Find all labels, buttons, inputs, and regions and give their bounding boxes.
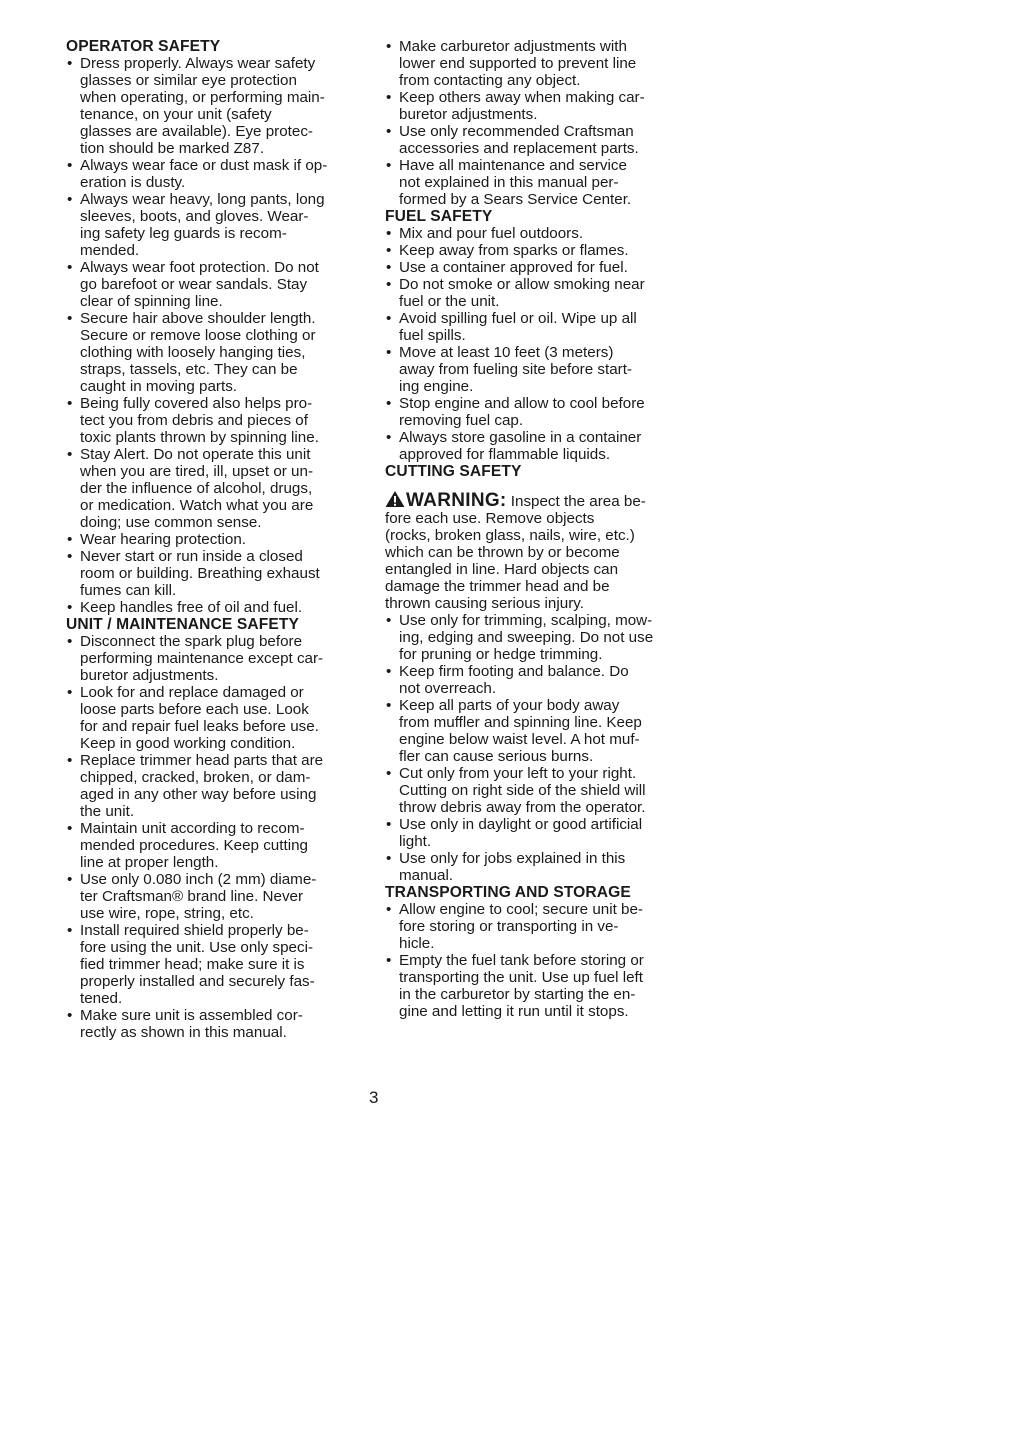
unit-maintenance-safety-list	[66, 633, 366, 1041]
list-item: • Move at least 10 feet (3 meters) away from fueling site before start- ing engine.	[385, 344, 685, 395]
list-item: • Always store gasoline in a container approved for flammable liquids.	[385, 429, 685, 463]
cutting-safety-list	[385, 612, 685, 884]
maintenance-continued-list	[385, 38, 685, 208]
list-item: • Install required shield properly be- fore using the unit. Use only speci- fied trimmer head; make sure it is properly installed and securely fas- tened.	[66, 922, 366, 1007]
list-item: • Always wear foot protection. Do not go barefoot or wear sandals. Stay clear of spinning line.	[66, 259, 366, 310]
transporting-storage-list	[385, 901, 685, 1020]
list-item: • Use only for jobs explained in this manual.	[385, 850, 685, 884]
list-item: • Keep away from sparks or flames.	[385, 242, 685, 259]
list-item: • Dress properly. Always wear safety glasses or similar eye protection when operating, or performing main- tenance, on your unit (safety glasses are available). Eye protec- tion should be marked Z87.	[66, 55, 366, 157]
fuel-safety-heading: FUEL SAFETY	[385, 208, 493, 225]
list-item: • Use only 0.080 inch (2 mm) diame- ter Craftsman® brand line. Never use wire, rope, string, etc.	[66, 871, 366, 922]
list-item: • Have all maintenance and service not explained in this manual per- formed by a Sears Service Center.	[385, 157, 685, 208]
list-item: • Avoid spilling fuel or oil. Wipe up all fuel spills.	[385, 310, 685, 344]
list-item: • Keep all parts of your body away from muffler and spinning line. Keep engine below waist level. A hot muf- fler can cause serious burns.	[385, 697, 685, 765]
list-item: • Replace trimmer head parts that are chipped, cracked, broken, or dam- aged in any other way before using the unit.	[66, 752, 366, 820]
unit-maintenance-safety-heading: UNIT / MAINTENANCE SAFETY	[66, 616, 299, 633]
list-item: • Keep others away when making car- buretor adjustments.	[385, 89, 685, 123]
list-item: • Cut only from your left to your right. Cutting on right side of the shield will throw debris away from the operator.	[385, 765, 685, 816]
list-item: • Never start or run inside a closed room or building. Breathing exhaust fumes can kill.	[66, 548, 366, 599]
list-item: • Keep handles free of oil and fuel.	[66, 599, 366, 616]
list-item: • Secure hair above shoulder length. Secure or remove loose clothing or clothing with loosely hanging ties, straps, tassels, etc. They can be caught in moving parts.	[66, 310, 366, 395]
list-item: • Stop engine and allow to cool before removing fuel cap.	[385, 395, 685, 429]
cutting-safety-heading: CUTTING SAFETY	[385, 463, 522, 480]
warning-text: Inspect the area be- fore each use. Remove objects (rocks, broken glass, nails, wire, etc.) which can be thrown by or become entangled in line. Hard objects can damage the trimmer head and be thrown causing serious injury.	[385, 493, 646, 612]
list-item: • Use only in daylight or good artificial light.	[385, 816, 685, 850]
list-item: • Wear hearing protection.	[66, 531, 366, 548]
list-item: • Being fully covered also helps pro- tect you from debris and pieces of toxic plants thrown by spinning line.	[66, 395, 366, 446]
list-item: • Stay Alert. Do not operate this unit when you are tired, ill, upset or un- der the influence of alcohol, drugs, or medication. Watch what you are doing; use common sense.	[66, 446, 366, 531]
list-item: • Mix and pour fuel outdoors.	[385, 225, 685, 242]
list-item: • Use only recommended Craftsman accessories and replacement parts.	[385, 123, 685, 157]
list-item: • Do not smoke or allow smoking near fuel or the unit.	[385, 276, 685, 310]
list-item: • Make carburetor adjustments with lower end supported to prevent line from contacting any object.	[385, 38, 685, 89]
operator-safety-heading: OPERATOR SAFETY	[66, 38, 221, 55]
left-column	[66, 38, 366, 1041]
list-item: • Disconnect the spark plug before performing maintenance except car- buretor adjustments.	[66, 633, 366, 684]
warning-paragraph	[385, 490, 685, 612]
list-item: • Use a container approved for fuel.	[385, 259, 685, 276]
transporting-storage-heading: TRANSPORTING AND STORAGE	[385, 884, 631, 901]
list-item: • Always wear heavy, long pants, long sleeves, boots, and gloves. Wear- ing safety leg guards is recom- mended.	[66, 191, 366, 259]
list-item: • Empty the fuel tank before storing or transporting the unit. Use up fuel left in the carburetor by starting the en- gine and letting it run until it stops.	[385, 952, 685, 1020]
list-item: • Always wear face or dust mask if op- eration is dusty.	[66, 157, 366, 191]
list-item: • Keep firm footing and balance. Do not overreach.	[385, 663, 685, 697]
list-item: • Maintain unit according to recom- mended procedures. Keep cutting line at proper length.	[66, 820, 366, 871]
page-number: 3	[369, 1088, 379, 1107]
operator-safety-list	[66, 55, 366, 616]
warning-label: WARNING:	[406, 490, 507, 511]
warning-triangle-icon	[385, 490, 405, 508]
list-item: • Look for and replace damaged or loose parts before each use. Look for and repair fuel leaks before use. Keep in good working condition.	[66, 684, 366, 752]
list-item: • Make sure unit is assembled cor- rectly as shown in this manual.	[66, 1007, 366, 1041]
list-item: • Use only for trimming, scalping, mow- ing, edging and sweeping. Do not use for pruning or hedge trimming.	[385, 612, 685, 663]
right-column	[385, 38, 685, 1020]
list-item: • Allow engine to cool; secure unit be- fore storing or transporting in ve- hicle.	[385, 901, 685, 952]
fuel-safety-list	[385, 225, 685, 463]
